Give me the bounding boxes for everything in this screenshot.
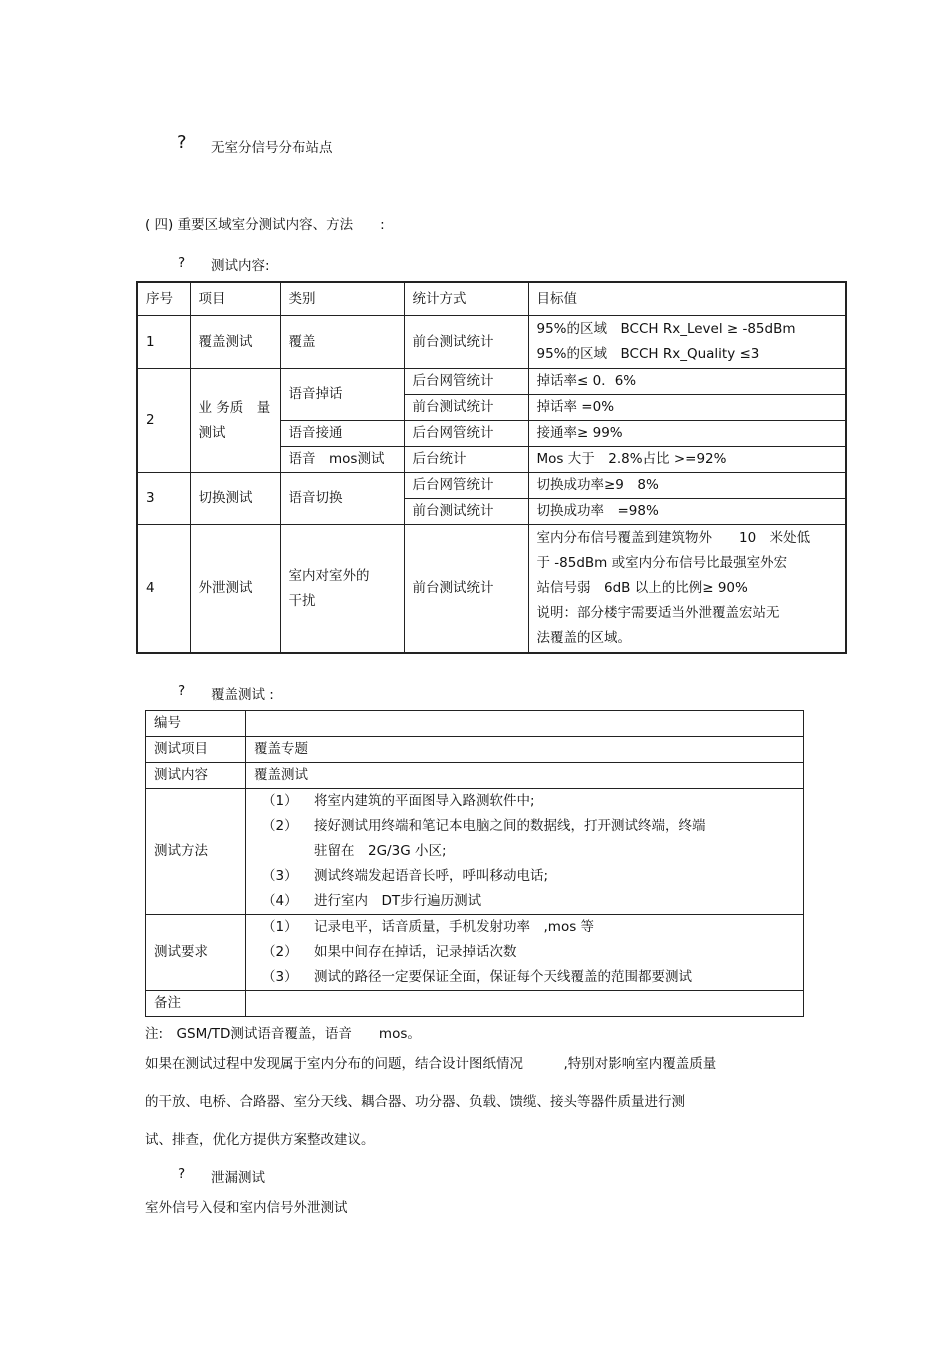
cell-stat-method: 后台网管统计 (404, 421, 528, 447)
step-number: （1） (262, 919, 298, 935)
cell-category: 语音 mos测试 (280, 447, 404, 473)
step-text: 将室内建筑的平面图导入路测软件中; (314, 793, 535, 809)
step-text: 驻留在 2G/3G 小区; (314, 843, 447, 859)
cell-stat-method: 后台网管统计 (404, 473, 528, 499)
step-number: （3） (262, 868, 298, 884)
target-line: 95%的区域 BCCH Rx_Level ≥ -85dBm (536, 321, 796, 337)
cell-target: 掉话率 =0% (528, 395, 846, 421)
cell-category: 语音接通 (280, 421, 404, 447)
cell-item: 覆盖测试 (190, 316, 280, 369)
cell-no: 2 (137, 369, 190, 473)
cell-stat-method: 前台测试统计 (404, 525, 528, 654)
row-value (246, 711, 804, 737)
cell-stat-method: 前台测试统计 (404, 316, 528, 369)
coverage-test-label: 覆盖测试 : (211, 687, 274, 703)
step-line (262, 789, 795, 814)
leak-test-label: 泄漏测试 (211, 1170, 265, 1186)
table-header-row (137, 282, 846, 316)
cell-category: 覆盖 (280, 316, 404, 369)
step-line (262, 940, 795, 965)
step-number (262, 839, 314, 864)
cell-item: 切换测试 (190, 473, 280, 525)
step-text: 进行室内 DT步行遍历测试 (314, 893, 482, 909)
leak-test-description: 室外信号入侵和室内信号外泄测试 (145, 1200, 348, 1216)
table-row (146, 991, 804, 1017)
cell-target: 接通率≥ 99% (528, 421, 846, 447)
cell-stat-method: 后台统计 (404, 447, 528, 473)
cell-target: Mos 大于 2.8%占比 >=92% (528, 447, 846, 473)
target-line: 95%的区域 BCCH Rx_Quality ≤3 (536, 346, 760, 362)
table-row (146, 737, 804, 763)
bullet-icon: ? (178, 683, 186, 699)
section-heading: ( 四) 重要区域室分测试内容、方法 : (145, 217, 385, 233)
step-text: 记录电平，话音质量，手机发射功率 ,mos 等 (314, 919, 595, 935)
cell-item: 外泄测试 (190, 525, 280, 654)
target-line: 法覆盖的区域。 (536, 630, 631, 646)
cell-target: 切换成功率≥9 8% (528, 473, 846, 499)
cell-target (528, 316, 846, 369)
paragraph-line: 试、排查，优化方提供方案整改建议。 (145, 1132, 375, 1148)
step-number: （2） (262, 818, 298, 834)
step-number: （4） (262, 893, 298, 909)
table-row (137, 473, 846, 499)
table-row (146, 915, 804, 991)
row-value: 覆盖专题 (246, 737, 804, 763)
row-label: 备注 (146, 991, 246, 1017)
paragraph-line: 如果在测试过程中发现属于室内分布的问题，结合设计图纸情况 ,特别对影响室内覆盖质量 (145, 1056, 717, 1072)
cell-stat-method: 前台测试统计 (404, 395, 528, 421)
row-value (246, 991, 804, 1017)
cell-target: 切换成功率 =98% (528, 499, 846, 525)
step-text: 测试的路径一定要保证全面，保证每个天线覆盖的范围都要测试 (314, 969, 692, 985)
coverage-test-table (145, 710, 804, 1017)
bullet-icon: ? (178, 255, 186, 271)
step-line (262, 965, 795, 990)
target-line: 室内分布信号覆盖到建筑物外 10 米处低 (536, 530, 811, 546)
step-line (262, 864, 795, 889)
step-line (262, 889, 795, 914)
bullet-icon: ? (178, 1166, 186, 1182)
target-line: 站信号弱 6dB 以上的比例≥ 90% (536, 580, 748, 596)
bullet-icon: ? (177, 132, 187, 153)
table-row (146, 789, 804, 915)
row-label: 编号 (146, 711, 246, 737)
cell-stat-method: 前台测试统计 (404, 499, 528, 525)
row-label: 测试方法 (146, 789, 246, 915)
step-text: 如果中间存在掉话，记录掉话次数 (314, 944, 517, 960)
header-cell: 项目 (190, 282, 280, 316)
step-line (262, 915, 795, 940)
cell-no: 3 (137, 473, 190, 525)
step-number: （3） (262, 969, 298, 985)
category-line: 室内对室外的 (288, 567, 370, 584)
test-content-label: 测试内容: (211, 258, 270, 274)
table-row (137, 525, 846, 654)
item-line: 测试 (198, 424, 226, 441)
row-label: 测试项目 (146, 737, 246, 763)
step-text: 接好测试用终端和笔记本电脑之间的数据线，打开测试终端，终端 (314, 818, 706, 834)
cell-no: 1 (137, 316, 190, 369)
header-cell: 统计方式 (404, 282, 528, 316)
row-label: 测试内容 (146, 763, 246, 789)
note-line: 注: GSM/TD测试语音覆盖，语音 mos。 (145, 1026, 421, 1042)
cell-category: 语音切换 (280, 473, 404, 525)
test-content-table (136, 281, 847, 654)
cell-no: 4 (137, 525, 190, 654)
paragraph-line: 的干放、电桥、合路器、室分天线、耦合器、功分器、负载、馈缆、接头等器件质量进行测 (145, 1094, 685, 1110)
cell-target: 掉话率≤ 0．6% (528, 369, 846, 395)
line-no-indoor-sites: 无室分信号分布站点 (211, 140, 333, 156)
step-text: 测试终端发起语音长呼，呼叫移动电话; (314, 868, 549, 884)
cell-item (190, 369, 280, 473)
cell-stat-method: 后台网管统计 (404, 369, 528, 395)
category-line: 干扰 (288, 592, 316, 609)
header-cell: 序号 (137, 282, 190, 316)
table-row (137, 316, 846, 369)
header-cell: 类别 (280, 282, 404, 316)
row-label: 测试要求 (146, 915, 246, 991)
target-line: 说明：部分楼宇需要适当外泄覆盖宏站无 (536, 605, 780, 621)
row-value: 覆盖测试 (246, 763, 804, 789)
cell-category: 语音掉话 (280, 369, 404, 421)
table-row (137, 369, 846, 395)
table-row (146, 763, 804, 789)
step-number: （1） (262, 793, 298, 809)
cell-target (528, 525, 846, 654)
target-line: 于 -85dBm 或室内分布信号比最强室外宏 (536, 555, 788, 571)
step-number: （2） (262, 944, 298, 960)
test-method-steps (246, 789, 804, 915)
step-line (262, 814, 795, 839)
item-line: 业 务质 量 (198, 399, 271, 416)
step-line (262, 839, 795, 864)
cell-category (280, 525, 404, 654)
header-cell: 目标值 (528, 282, 846, 316)
table-row (146, 711, 804, 737)
test-requirement-steps (246, 915, 804, 991)
